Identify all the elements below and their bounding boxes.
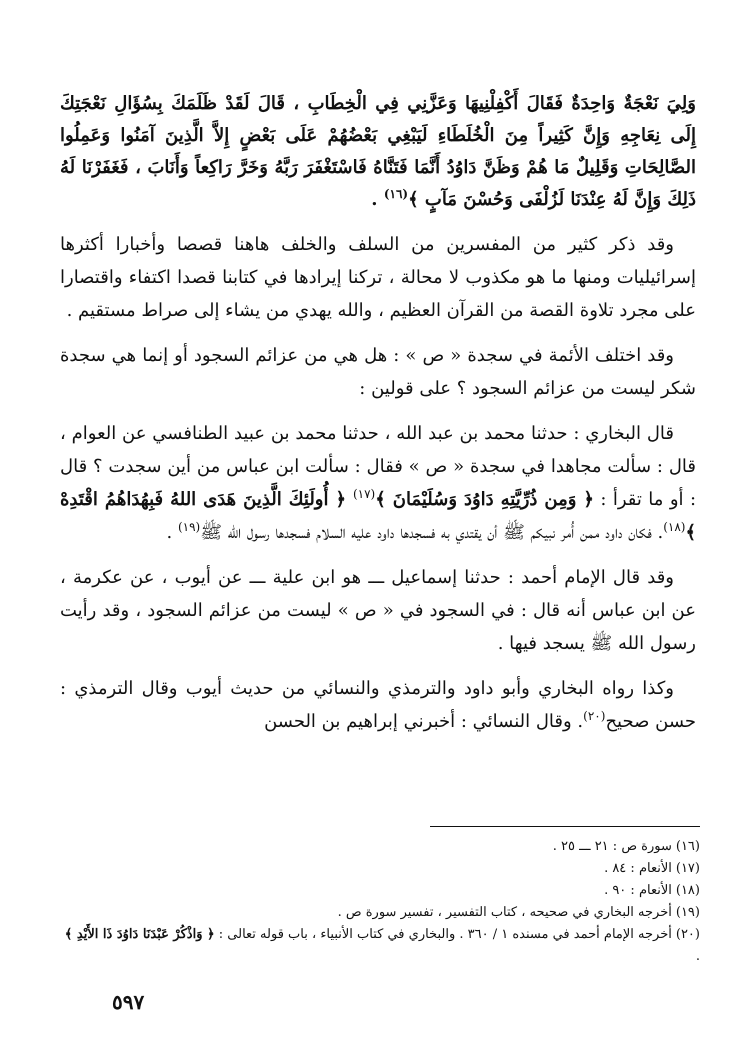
- footnote-divider: [430, 826, 700, 827]
- paragraph-sajda-dispute: وقد اختلف الأئمة في سجدة « ص » : هل هي من عزائم السجود أو إنما هي سجدة شكر ليست من عزائم السجود ؟ على قولين :: [60, 345, 696, 399]
- footnote-17: [60, 858, 700, 880]
- main-text: [60, 88, 696, 750]
- bukhari-text-c: .: [166, 522, 178, 543]
- quran-quote-anam-84: ﴿ وَمِن ذُرِّيَّتِهِ دَاوُدَ وَسُلَيْمَانَ ﴾: [375, 489, 594, 510]
- footnote-tail: .: [695, 949, 700, 964]
- paragraph-ahmad: وقد قال الإمام أحمد : حدثنا إسماعيل ـــ هو ابن علية ـــ عن أيوب ، عن عكرمة ، عن ابن عباس أنه قال : في السجود في « ص » ليست من عزائم السجود ، وقد رأيت رسول الله ﷺ يسجد فيها .: [60, 567, 696, 654]
- footnote-number: (١٨): [675, 883, 700, 898]
- footnote-ref-19: (١٩): [177, 520, 201, 534]
- footnotes: [60, 836, 700, 968]
- footnote-ref-20: (٢٠): [583, 709, 606, 723]
- tirmidhi-text-a: وكذا رواه البخاري وأبو داود والترمذي والنسائي من حديث أيوب وقال الترمذي : حسن صحيح: [60, 678, 696, 732]
- footnote-19: [60, 902, 700, 924]
- paragraph-tirmidhi: [60, 672, 696, 738]
- footnote-ref-17: (١٧): [352, 487, 376, 501]
- footnote-number: (١٦): [675, 839, 700, 854]
- footnote-18: [60, 880, 700, 902]
- page-number: ٥٩٧: [112, 990, 145, 1014]
- footnote-text: الأنعام : ٩٠ .: [604, 883, 672, 898]
- paragraph-bukhari: [60, 417, 696, 549]
- paragraph-israiliyat: وقد ذكر كثير من المفسرين من السلف والخلف هاهنا قصصا وأخبارا أكثرها إسرائيليات ومنها ما هو مكذوب لا محالة ، تركنا إيرادها في كتابنا قصدا اكتفاء واقتصارا على مجرد تلاوة القصة من القرآن العظيم ، والله يهدي من يشاء إلى صراط مستقيم .: [60, 234, 696, 321]
- footnote-number: (١٩): [675, 905, 700, 920]
- footnote-text: أخرجه الإمام أحمد في مسنده ١ / ٣٦٠ . والبخاري في كتاب الأنبياء ، باب قوله تعالى :: [214, 927, 672, 942]
- footnote-number: (٢٠): [675, 927, 700, 942]
- bukhari-text-a: قال البخاري : حدثنا محمد بن عبد الله ، حدثنا محمد بن عبيد الطنافسي عن العوام ، قال : سألت مجاهدا في سجدة « ص » فقال : سألت ابن عباس من أين سجدت ؟ قال : أو ما تقرأ :: [60, 423, 697, 510]
- quran-quote-anam-90: ﴿ أُولَئِكَ الَّذِينَ هَدَى اللهُ فَبِهُدَاهُمُ اقْتَدِهْ ﴾: [60, 489, 696, 543]
- footnote-quran-quote: ﴿ وَاذْكُرْ عَبْدَنَا دَاوُدَ ذَا الأَيْدِ ﴾: [64, 927, 215, 942]
- footnote-ref-18: (١٨): [663, 520, 686, 534]
- footnote-text: الأنعام : ٨٤ .: [604, 861, 672, 876]
- bukhari-text-b: . فكان داود ممن أُمر نبيكم ﷺ أن يقتدي به فسجدها داود عليه السلام فسجدها رسول الله ﷺ: [200, 522, 664, 543]
- quran-passage: [60, 88, 696, 216]
- quran-passage-text: وَلِيَ نَعْجَةٌ وَاحِدَةٌ فَقَالَ أَكْفِلْنِيهَا وَعَزَّنِي فِي الْخِطَابِ ، قَالَ لَقَدْ ظَلَمَكَ بِسُؤَالِ نَعْجَتِكَ إِلَى نِعَاجِهِ وَإِنَّ كَثِيراً مِنَ الْخُلَطَاءِ لَيَبْغِي بَعْضُهُمْ عَلَى بَعْضٍ إِلاَّ الَّذِينَ آمَنُوا وَعَمِلُوا الصَّالِحَاتِ وَقَلِيلٌ مَا هُمْ وَظَنَّ دَاوُدُ أَنَّمَا فَتَنَّاهُ فَاسْتَغْفَرَ رَبَّهُ وَخَرَّ رَاكِعاً وَأَنَابَ ، فَغَفَرْنَا لَهُ ذَلِكَ وَإِنَّ لَهُ عِنْدَنَا لَزُلْفَى وَحُسْنَ مَآبٍ ﴾: [60, 93, 696, 210]
- footnote-number: (١٧): [675, 861, 700, 876]
- footnote-ref-16: (١٦): [383, 187, 409, 201]
- footnote-16: [60, 836, 700, 858]
- tirmidhi-text-b: . وقال النسائي : أخبرني إبراهيم بن الحسن: [264, 711, 584, 732]
- footnote-20: [60, 924, 700, 968]
- footnote-text: سورة ص : ٢١ ـــ ٢٥ .: [552, 839, 672, 854]
- footnote-text: أخرجه البخاري في صحيحه ، كتاب التفسير ، تفسير سورة ص .: [337, 905, 672, 920]
- quran-passage-tail: .: [371, 189, 384, 210]
